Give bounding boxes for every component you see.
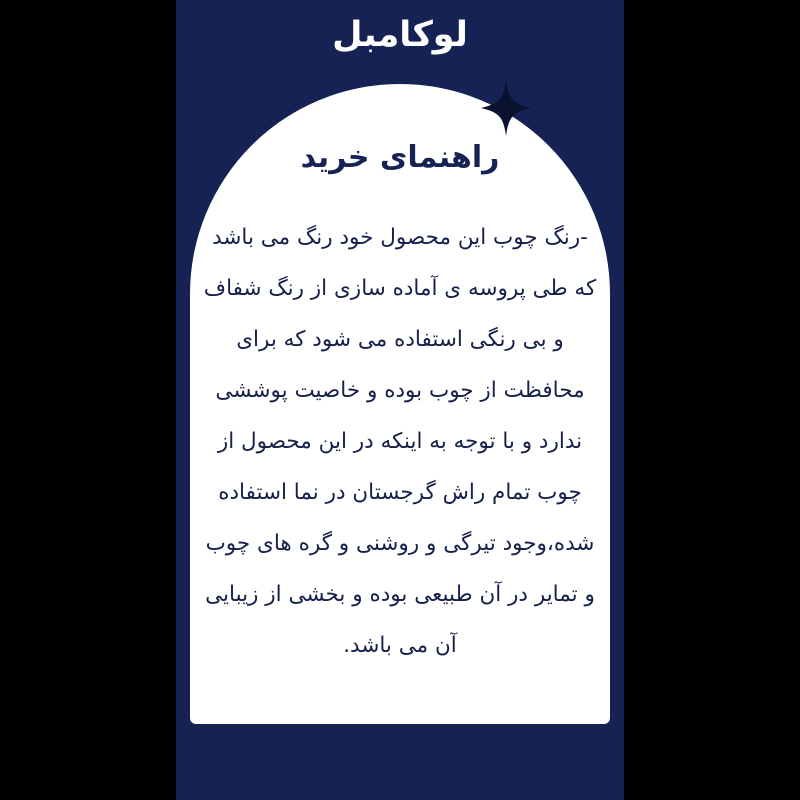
product-info-card (176, 0, 624, 800)
guide-body-text: -رنگ چوب این محصول خود رنگ می باشد که طی پروسه ی آماده سازی از رنگ شفاف و بی رنگی استفاده می شود که برای محافظت از چوب بوده و خاصیت پوششی ندارد و با توجه به اینکه در این محصول از چوب تمام راش گرجستان در نما استفاده شده،وجود تیرگی و روشنی و گره های چوب و تمایر در آن طبیعی بوده و بخشی از زیبایی آن می باشد. (203, 225, 597, 658)
brand-title: لوکامبل (332, 15, 468, 55)
page-title: راهنمای خرید (300, 140, 500, 175)
